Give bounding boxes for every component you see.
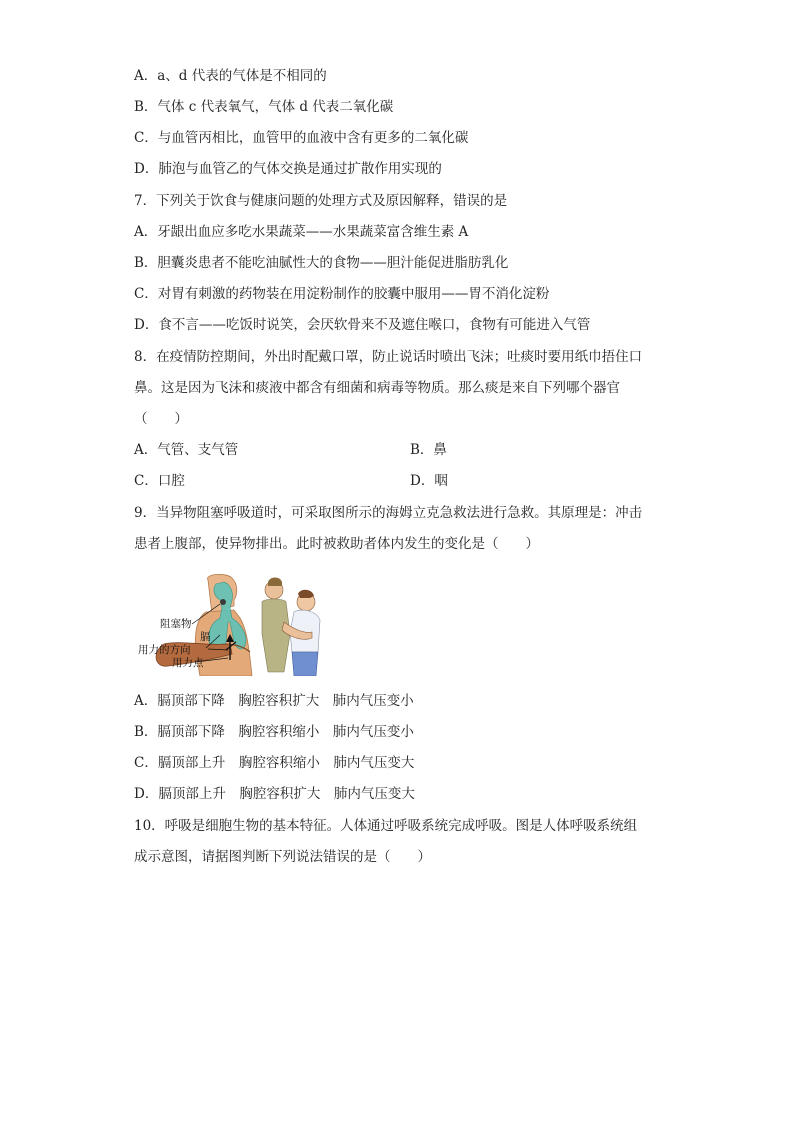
q8-stem-line3: （ ） xyxy=(134,411,188,427)
q7-option-a: A．牙龈出血应多吃水果蔬菜——水果蔬菜富含维生素 A xyxy=(134,224,469,240)
q10-stem-line2: 成示意图，请据图判断下列说法错误的是（ ） xyxy=(134,849,431,865)
label-force-point: 用力点 xyxy=(172,657,204,669)
rescuer-illustration xyxy=(262,578,320,677)
q9-option-a: A．膈顶部下降 胸腔容积扩大 肺内气压变小 xyxy=(134,693,414,709)
q7-option-d: D．食不言——吃饭时说笑，会厌软骨来不及遮住喉口，食物有可能进入气管 xyxy=(134,317,591,333)
q8-option-a: A．气管、支气管 xyxy=(134,442,239,458)
q8-stem-line1: 8．在疫情防控期间，外出时配戴口罩，防止说话时喷出飞沫；吐痰时要用纸巾捂住口 xyxy=(134,349,643,365)
q8-option-c: C．口腔 xyxy=(134,473,185,489)
q9-stem-line2: 患者上腹部，使异物排出。此时被救助者体内发生的变化是（ ） xyxy=(134,536,539,552)
q8-option-d: D．咽 xyxy=(410,473,448,489)
q9-option-c: C．膈顶部上升 胸腔容积缩小 肺内气压变大 xyxy=(134,755,415,771)
q6-option-b: B．气体 c 代表氧气，气体 d 代表二氧化碳 xyxy=(134,99,394,115)
q9-stem-line1: 9．当异物阻塞呼吸道时，可采取图所示的海姆立克急救法进行急救。其原理是：冲击 xyxy=(134,505,643,521)
q6-option-c: C．与血管丙相比，血管甲的血液中含有更多的二氧化碳 xyxy=(134,130,469,146)
q9-option-b: B．膈顶部下降 胸腔容积缩小 肺内气压变小 xyxy=(134,724,414,740)
label-obstruction: 阻塞物 xyxy=(160,618,192,630)
q7-option-b: B．胆囊炎患者不能吃油腻性大的食物——胆汁能促进脂肪乳化 xyxy=(134,255,509,271)
q7-option-c: C．对胃有刺激的药物装在用淀粉制作的胶囊中服用——胃不消化淀粉 xyxy=(134,286,550,302)
q6-option-a: A．a、d 代表的气体是不相同的 xyxy=(134,68,327,84)
q9-option-d: D．膈顶部上升 胸腔容积扩大 肺内气压变大 xyxy=(134,786,415,802)
q10-stem-line1: 10．呼吸是细胞生物的基本特征。人体通过呼吸系统完成呼吸。图是人体呼吸系统组 xyxy=(134,818,638,834)
q8-option-b: B．鼻 xyxy=(410,442,447,458)
heimlich-figure xyxy=(134,572,330,676)
label-force-direction: 用力的方向 xyxy=(138,644,191,656)
q7-stem: 7．下列关于饮食与健康问题的处理方式及原因解释，错误的是 xyxy=(134,193,508,209)
q6-option-d: D．肺泡与血管乙的气体交换是通过扩散作用实现的 xyxy=(134,161,442,177)
q8-stem-line2: 鼻。这是因为飞沫和痰液中都含有细菌和病毒等物质。那么痰是来自下列哪个器官 xyxy=(134,380,620,396)
label-diaphragm: 膈 xyxy=(200,631,211,643)
